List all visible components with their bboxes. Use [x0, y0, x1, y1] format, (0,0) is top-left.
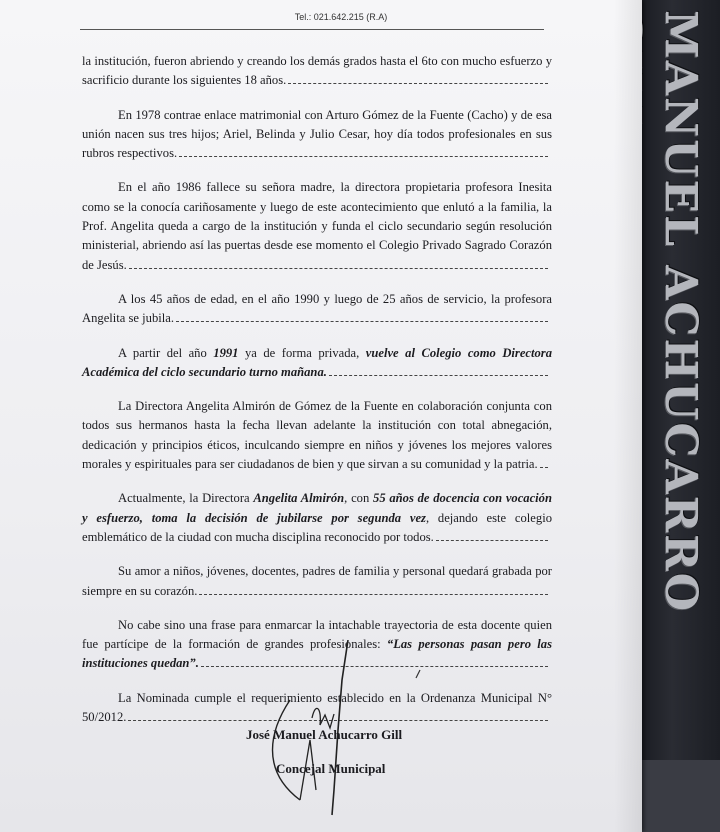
- paragraph-text: ya de forma privada,: [238, 345, 366, 360]
- dash-leader: [129, 268, 548, 269]
- dash-leader: [179, 156, 548, 157]
- emphasized-text: 1991: [213, 345, 239, 360]
- emphasized-text: 55 años de docencia con vocación y esfuerzo, toma la decisión de jubilarse por segunda vez: [82, 491, 552, 525]
- emphasized-text: “Las personas pasan pero las instituciones quedan”.: [82, 637, 553, 671]
- dash-leader: [199, 594, 548, 595]
- dash-leader: [436, 540, 548, 541]
- document-body: [82, 52, 552, 742]
- paragraph-text: Actualmente, la Directora: [118, 491, 254, 506]
- paragraph-text: La Directora Angelita Almirón de Gómez de la Fuente en colaboración conjunta con todos sus hermanos hasta la fecha llevan adelante la institución con total abnegación, dedicación y principios éticos, inculcando siempre en niños y jóvenes los mejores valores morales y espirituales para ser ciudadanos de bien y que sirvan a su comunidad y la patria.: [82, 399, 552, 472]
- dash-leader: [540, 467, 548, 468]
- dash-leader: [329, 375, 548, 376]
- paragraph: [82, 562, 552, 601]
- vertical-stamp-text: MANUEL ACHUCARRO: [655, 10, 706, 613]
- paragraph-text: la institución, fueron abriendo y creando los demás grados hasta el 6to con mucho esfuerzo y sacrificio durante los siguientes 18 años.: [82, 54, 552, 88]
- paragraph: [82, 52, 552, 91]
- signatory-name: José Manuel Achucarro Gill: [246, 727, 403, 742]
- paragraph: [82, 489, 552, 547]
- header-rule: [80, 29, 544, 30]
- paragraph-text: No cabe sino una frase para enmarcar la intachable trayectoria de esta docente quien fue partícipe de la formación de grandes profesionales:: [82, 617, 552, 652]
- header-phone: Tel.: 021.642.215 (R.A): [294, 12, 388, 22]
- paragraph-text: Su amor a niños, jóvenes, docentes, padres de familia y personal quedará grabada por siempre en su corazón.: [82, 564, 552, 598]
- paragraph: [82, 397, 552, 474]
- paragraph-text: , dejando este colegio emblemático de la ciudad con mucha disciplina reconocido por todos.: [82, 510, 552, 544]
- paragraph: [82, 178, 552, 274]
- paragraph-text: , con: [344, 491, 374, 506]
- dash-leader: [288, 83, 548, 84]
- signature-block: [246, 718, 476, 786]
- paragraph: [82, 344, 552, 383]
- paragraph-text: A partir del año: [118, 345, 214, 360]
- paragraph: [82, 290, 552, 329]
- paragraph-text: En 1978 contrae enlace matrimonial con Arturo Gómez de la Fuente (Cacho) y de esa unión nacen sus tres hijos; Ariel, Belinda y Julio Cesar, hoy día todos profesionales en sus rubros respectivos.: [82, 107, 552, 161]
- paragraph-text: A los 45 años de edad, en el año 1990 y luego de 25 años de servicio, la profesora Angelita se jubila.: [82, 291, 552, 326]
- dash-leader: [176, 321, 548, 322]
- page-fold-shadow: [614, 0, 642, 832]
- paragraph-text: La Nominada cumple el requerimiento establecido en la Ordenanza Municipal N° 50/2012.: [82, 690, 552, 725]
- paragraph: [82, 106, 552, 164]
- signatory-role: Concejal Municipal: [276, 761, 386, 776]
- paragraph-text: En el año 1986 fallece su señora madre, la directora propietaria profesora Inesita como se la conocía cariñosamente y luego de este acontecimiento que enlutó a la familia, la Prof. Angelita queda a cargo de la institución y funda el ciclo secundario según resolución ministerial, abriendo así las puertas desde ese momento el Colegio Privado Sagrado Corazón de Jesús.: [82, 180, 552, 272]
- emphasized-text: Angelita Almirón: [253, 491, 345, 506]
- emphasized-text: vuelve al Colegio como Directora Académica del ciclo secundario turno mañana.: [82, 345, 553, 379]
